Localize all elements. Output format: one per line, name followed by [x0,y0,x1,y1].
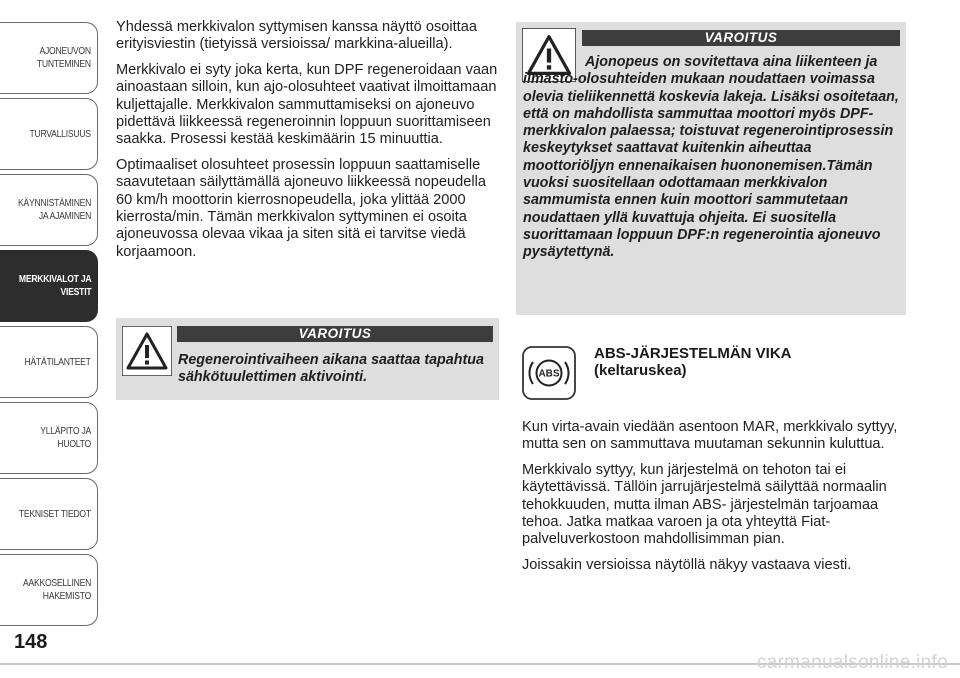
page-number: 148 [14,631,48,653]
warning-box [116,318,499,400]
tab-label: TURVALLISUUS [29,127,91,140]
abs-body [522,419,910,574]
warning-triangle-icon [122,326,172,376]
tab-kaynnistaminen[interactable] [0,174,98,246]
abs-section-title [594,345,894,379]
warning-box-large [516,22,906,315]
abs-title-text: ABS-JÄRJESTELMÄN VIKA [594,345,792,362]
tab-hatatilanteet[interactable] [0,326,98,398]
tab-label: HÄTÄTILANTEET [24,355,91,368]
paragraph: Optimaaliset olosuhteet prosessin loppuun saattamiselle saavutetaan säilyttämällä ajoneuvo liikkeessä nopeudella 60 km/h moottorin kierrosnopeudella, joka ylittää 2000 kierrosta/min. Tämän merkkivalon syttyminen ei osoita ajoneuvossa olevaa vikaa ja siten sitä ei tarvitse viedä korjaamoon. [116,156,486,260]
warning-title: VAROITUS [177,326,493,342]
tab-label: TEKNISET TIEDOT [18,507,91,520]
paragraph: Kun virta-avain viedään asentoon MAR, merkkivalo syttyy, mutta sen on sammuttava muutaman sekunnin kuluttua. [522,419,898,453]
tab-ajoneuvon-tunteminen[interactable] [0,22,98,94]
tab-hakemisto[interactable] [0,554,98,626]
tab-merkkivalot[interactable] [0,250,98,322]
tab-label: AAKKOSELLINEN HAKEMISTO [22,577,91,602]
tab-turvallisuus[interactable] [0,98,98,170]
warning-text: Ajonopeus on sovitettava aina liikenteen ja ilmasto-olosuhteiden mukaan noudattaen voimassa olevia tieliikennettä koskevia lakeja. Lisäksi osoitetaan, että on mahdollista sammuttaa moottori myös DPF-merkkivalon palaessa; toistuvat regenerointiprosessin keskeytykset saattavat kuitenkin aiheuttaa moottoriöljyn ennenaikaisen huononemisen.Tämän vuoksi suositellaan odottamaan merkkivalon sammumista ennen kuin moottori sammutetaan noudattaen yllä kuvattuja ohjeita. Ei suositella suorittamaan loppuun DPF:n regenerointia ajoneuvo pysäytettynä. [523,54,899,261]
paragraph: Merkkivalo syttyy, kun järjestelmä on tehoton tai ei käytettävissä. Tällöin jarrujärjestelmä säilyttää normaalin tehokkuuden, mutta ilman ABS- järjestelmän tarjoamaa tehoa. Jatka matkaa varoen ja ota yhteyttä Fiat-palveluverkostoon mahdollisimman pian. [522,461,887,548]
warning-title: VAROITUS [582,30,900,46]
svg-text:ABS: ABS [538,368,560,380]
tab-label: YLLÄPITO JA HUOLTO [40,425,91,450]
watermark: carmanualsonline.info [756,652,948,673]
abs-warning-light-icon [522,346,576,400]
warning-text: Regenerointivaiheen aikana saattaa tapahtua sähkötuulettimen aktivointi. [178,352,484,386]
tab-yllapito[interactable] [0,402,98,474]
paragraph: Merkkivalo ei syty joka kerta, kun DPF regeneroidaan vaan ainoastaan silloin, kun ajo-olosuhteet vaativat ilmoittamaan kuljettajalle. Merkkivalon sammuttamiseksi on ajoneuvo pidettävä liikkeessä regeneroinnin loppuun suorittamiseen saakka. Prosessi kestää keskimäärin 15 minuuttia. [116,61,498,148]
tab-label: AJONEUVON TUNTEMINEN [37,45,91,70]
tab-label: MERKKIVALOT JA VIESTIT [18,273,91,298]
paragraph: Joissakin versioissa näytöllä näkyy vastaava viesti. [522,556,852,573]
tab-tekniset-tiedot[interactable] [0,478,98,550]
paragraph: Yhdessä merkkivalon syttymisen kanssa näyttö osoittaa erityisviestin (tietyissä versioissa/ markkina-alueilla). [116,19,477,53]
abs-subtitle-text: (keltaruskea) [594,362,687,379]
left-column [116,19,500,269]
tab-label: KÄYNNISTÄMINEN JA AJAMINEN [17,197,91,222]
